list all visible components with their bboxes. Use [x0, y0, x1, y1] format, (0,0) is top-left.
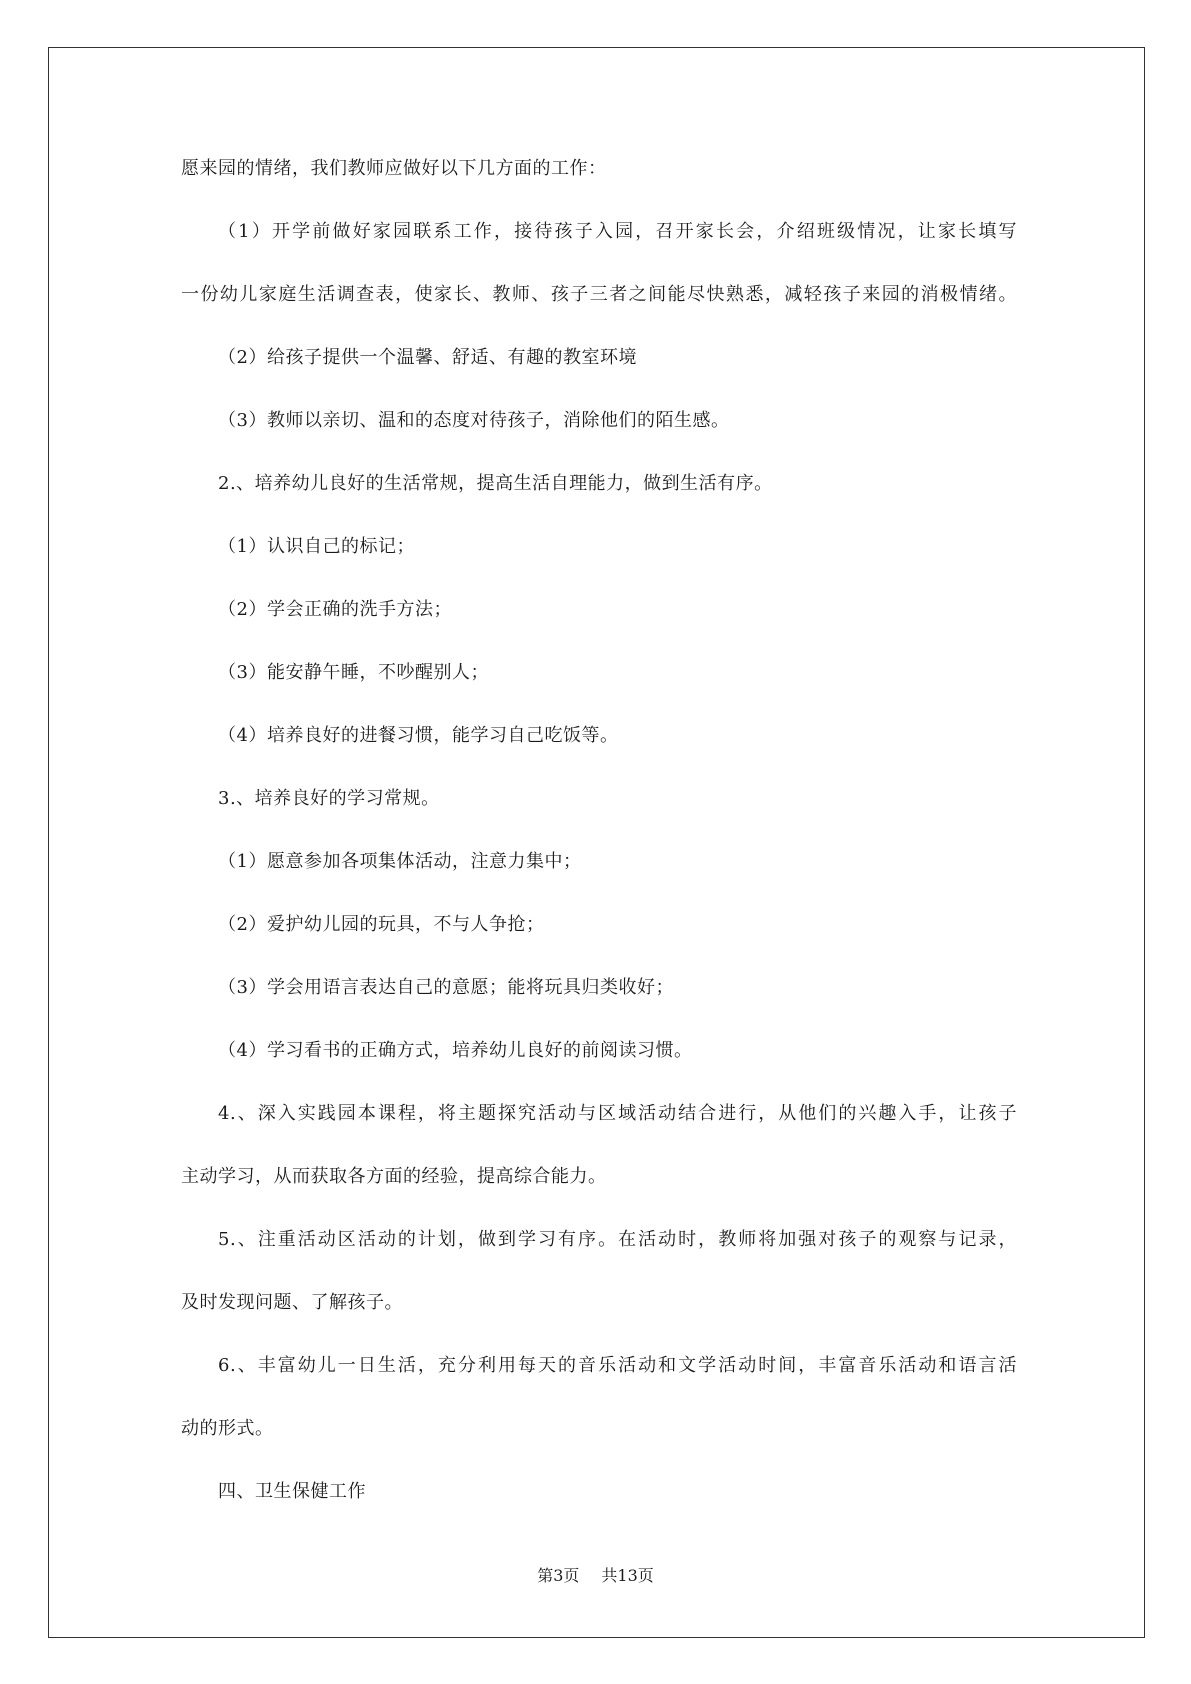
text-line-14: （3）学会用语言表达自己的意愿；能将玩具归类收好；	[218, 977, 674, 998]
page-total: 共13页	[601, 1566, 654, 1585]
section-heading: 四、卫生保健工作	[218, 1481, 366, 1502]
text-line-12: （1）愿意参加各项集体活动，注意力集中；	[218, 851, 582, 872]
text-line-1: 愿来园的情绪，我们教师应做好以下几方面的工作：	[181, 158, 607, 179]
text-line-13: （2）爱护幼儿园的玩具，不与人争抢；	[218, 914, 545, 935]
text-line-5: （3）教师以亲切、温和的态度对待孩子，消除他们的陌生感。	[218, 410, 730, 431]
text-line-20: 6.、丰富幼儿一日生活，充分利用每天的音乐活动和文学活动时间，丰富音乐活动和语言活	[218, 1355, 1017, 1376]
page-footer	[0, 1563, 1191, 1586]
text-line-15: （4）学习看书的正确方式，培养幼儿良好的前阅读习惯。	[218, 1040, 693, 1061]
document-body	[181, 158, 1017, 1544]
text-line-16: 4.、深入实践园本课程，将主题探究活动与区域活动结合进行，从他们的兴趣入手，让孩子	[218, 1103, 1017, 1124]
text-line-11: 3.、培养良好的学习常规。	[218, 788, 440, 809]
text-line-7: （1）认识自己的标记；	[218, 536, 415, 557]
text-line-6: 2.、培养幼儿良好的生活常规，提高生活自理能力，做到生活有序。	[218, 473, 773, 494]
text-line-9: （3）能安静午睡，不吵醒别人；	[218, 662, 489, 683]
text-line-8: （2）学会正确的洗手方法；	[218, 599, 452, 620]
text-line-18: 5.、注重活动区活动的计划，做到学习有序。在活动时，教师将加强对孩子的观察与记录，	[218, 1229, 1017, 1250]
text-line-3: 一份幼儿家庭生活调查表，使家长、教师、孩子三者之间能尽快熟悉，减轻孩子来园的消极情绪。	[181, 284, 1017, 305]
text-line-19: 及时发现问题、了解孩子。	[181, 1292, 403, 1313]
text-line-4: （2）给孩子提供一个温馨、舒适、有趣的教室环境	[218, 347, 637, 368]
text-line-21: 动的形式。	[181, 1418, 274, 1439]
text-line-10: （4）培养良好的进餐习惯，能学习自己吃饭等。	[218, 725, 619, 746]
text-line-17: 主动学习，从而获取各方面的经验，提高综合能力。	[181, 1166, 607, 1187]
text-line-2: （1）开学前做好家园联系工作，接待孩子入园，召开家长会，介绍班级情况，让家长填写	[218, 221, 1017, 242]
page-number: 第3页	[537, 1566, 580, 1585]
